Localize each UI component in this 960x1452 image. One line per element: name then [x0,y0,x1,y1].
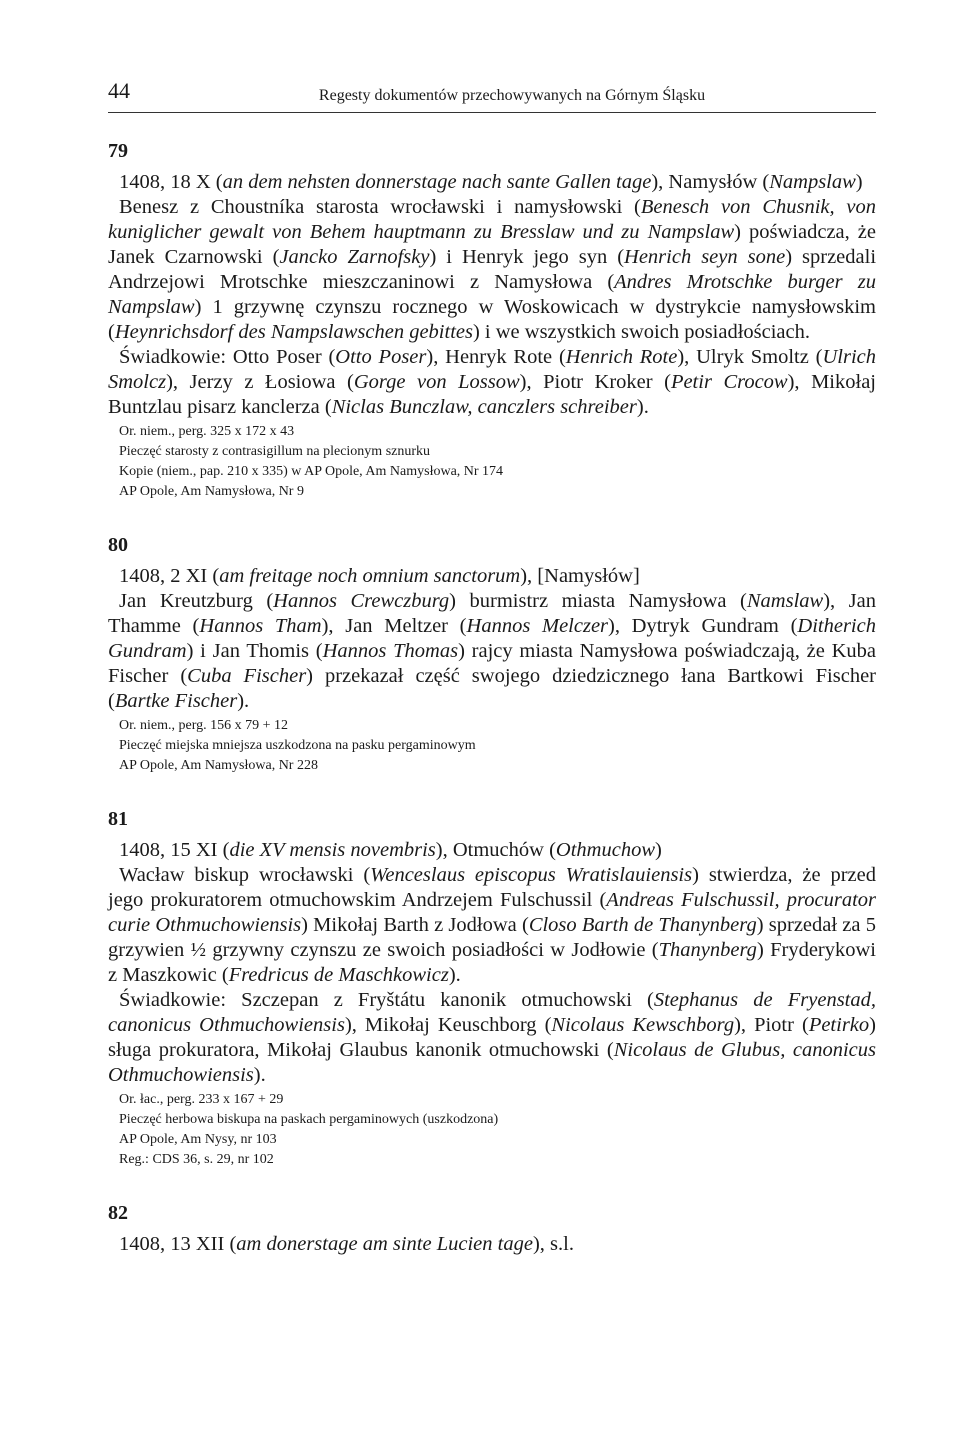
text-segment: ), Ulryk Smoltz ( [677,346,823,368]
text-segment: ) Mikołaj Barth z Jodłowa ( [301,914,529,936]
archival-note: AP Opole, Am Namysłowa, Nr 9 [119,484,304,499]
text-segment: 1408, 13 XII ( [119,1233,237,1255]
text-segment: ) przekazał część swojego dziedzicznego łana Bartkowi Fischer ( [108,665,876,712]
page-number: 44 [108,78,130,103]
text-segment: ). [237,690,250,712]
entry-paragraph [108,988,876,1088]
archival-note: Pieczęć starosty z contrasigillum na plecionym sznurku [119,444,431,459]
text-segment: ) sprzedali Andrzejowi Mrotschke mieszczaninowi z Namysłowa ( [108,246,877,293]
italic-text: am donerstage am sinte Lucien tage [236,1233,533,1255]
text-segment: Świadkowie: Szczepan z Fryštátu kanonik otmuchowski ( [119,989,654,1011]
archival-note: Pieczęć herbowa biskupa na paskach pergaminowych (uszkodzona) [119,1112,499,1127]
text-segment: ), Namysłów ( [651,171,770,193]
text-segment: ) i we wszystkich swoich posiadłościach. [472,321,811,343]
archival-note: Pieczęć miejska mniejsza uszkodzona na pasku pergaminowym [119,738,476,753]
text-segment: ), s.l. [532,1233,574,1255]
italic-text: Othmuchow [555,839,655,861]
text-segment: ). [636,396,649,418]
text-segment: ), Piotr Kroker ( [519,371,671,393]
italic-text: Wenceslaus episcopus Wratislauiensis [370,864,693,886]
entry-paragraph [108,195,876,345]
entry-paragraph [108,564,876,589]
text-segment: ), Otmuchów ( [435,839,556,861]
italic-text: Petir Crocow [670,371,788,393]
entry-paragraph [108,1232,876,1257]
document-body [108,138,876,1287]
italic-text: Henrich Rote [565,346,678,368]
italic-text: am freitage noch omnium sanctorum [219,565,521,587]
text-segment: Benesz z Choustníka starosta wrocławski i namysłowski ( [119,196,641,218]
italic-text: Hannos Tham [199,615,322,637]
entry-paragraph [108,838,876,863]
running-title: Regesty dokumentów przechowywanych na Górnym Śląsku [318,87,706,104]
text-segment: ) rajcy miasta Namysłowa poświadczają, że Kuba Fischer ( [108,640,876,687]
italic-text: Ditherich Gundram [108,615,876,662]
text-segment: Świadkowie: Otto Poser ( [119,346,336,368]
italic-text: Nicolaus de Glubus, canonicus Othmuchowiensis [108,1039,876,1086]
italic-text: Cuba Fischer [187,665,307,687]
italic-text: Closo Barth de Thanynberg [528,914,757,936]
text-segment: ) i Henryk jego syn ( [429,246,625,268]
entry-number: 79 [108,140,128,162]
italic-text: Nicolaus Kewschborg [551,1014,735,1036]
italic-text: Thanynberg [658,939,757,961]
text-segment: ), Dytryk Gundram ( [608,615,798,637]
text-segment: ), Mikołaj Keuschborg ( [344,1014,552,1036]
text-segment: ) [655,839,662,861]
entry-number: 82 [108,1202,128,1224]
page-header [108,78,876,113]
italic-text: Jancko Zarnofsky [279,246,430,268]
text-segment: ) i Jan Thomis ( [186,640,323,662]
archival-note: Or. niem., perg. 156 x 79 + 12 [119,718,289,733]
archival-note: Kopie (niem., pap. 210 x 335) w AP Opole, Am Namysłowa, Nr 174 [119,464,504,479]
text-segment: ) [855,171,863,193]
text-segment: ) poświadcza, że Janek Czarnowski ( [108,221,876,268]
italic-text: Niclas Bunczlaw, canczlers schreiber [331,396,637,418]
archival-note: AP Opole, Am Namysłowa, Nr 228 [119,758,318,773]
italic-text: Henrich seyn sone [624,246,786,268]
entry-number: 81 [108,808,128,830]
text-segment: Jan Kreutzburg ( [119,590,274,612]
text-segment: ), Jerzy z Łosiowa ( [166,371,354,393]
text-segment: 1408, 15 XI ( [119,839,230,861]
italic-text: Hannos Melczer [466,615,609,637]
italic-text: Namslaw [746,590,824,612]
entry-paragraph [108,170,876,195]
archival-notes [119,422,876,502]
text-segment: ). [253,1064,266,1086]
text-segment: ) sługa prokuratora, Mikołaj Glaubus kanonik otmuchowski ( [108,1014,876,1061]
italic-text: Hannos Crewczburg [273,590,450,612]
archival-notes [119,1090,876,1170]
entry-number: 80 [108,534,128,556]
text-segment: ) 1 grzywnę czynszu rocznego w Woskowicach w dystrykcie namysłowskim ( [108,296,876,343]
italic-text: Otto Poser [335,346,427,368]
italic-text: Andreas Fulschussil, procurator curie Othmuchowiensis [108,889,876,936]
italic-text: Benesch von Chusnik, von kuniglicher gewalt von Behem hauptmann zu Bresslaw und zu Nampslaw [108,196,876,243]
text-segment: ), Jan Thamme ( [108,590,876,637]
text-segment: ) stwierdza, że przed jego prokuratorem otmuchowskim Andrzejem Fulschussil ( [108,864,876,911]
regest-entry [108,138,876,502]
text-segment: ), [Namysłów] [520,565,640,587]
text-segment: 1408, 18 X ( [119,171,223,193]
text-segment: ), Mikołaj Buntzlau pisarz kanclerza ( [108,371,876,418]
entry-paragraph [108,589,876,714]
italic-text: Nampslaw [769,171,856,193]
italic-text: Fredricus de Maschkowicz [228,964,449,986]
italic-text: Hannos Thomas [322,640,459,662]
italic-text: an dem nehsten donnerstage nach sante Gallen tage [222,171,652,193]
italic-text: Andres Mrotschke burger zu Nampslaw [108,271,876,318]
italic-text: Ulrich Smolcz [108,346,877,393]
entry-paragraph [108,863,876,988]
italic-text: Heynrichsdorf des Nampslawschen gebittes [114,321,473,343]
italic-text: Gorge von Lossow [353,371,520,393]
regest-entry [108,532,876,776]
archival-note: Or. niem., perg. 325 x 172 x 43 [119,424,295,439]
text-segment: ), Jan Meltzer ( [321,615,467,637]
regest-entry [108,806,876,1170]
archival-note: Or. łac., perg. 233 x 167 + 29 [119,1092,284,1107]
text-segment: ) sprzedał za 5 grzywien ½ grzywny czynszu ze swoich posiadłości w Jodłowie ( [108,914,876,961]
text-segment: ), Henryk Rote ( [426,346,566,368]
text-segment: ) burmistrz miasta Namysłowa ( [449,590,747,612]
text-segment: ), Piotr ( [734,1014,809,1036]
text-segment: 1408, 2 XI ( [119,565,220,587]
italic-text: Bartke Fischer [114,690,238,712]
archival-note: AP Opole, Am Nysy, nr 103 [119,1132,277,1147]
regest-entry [108,1200,876,1257]
text-segment: ) Fryderykowi z Maszkowic ( [108,939,877,986]
italic-text: Petirko [808,1014,870,1036]
text-segment: ). [448,964,461,986]
archival-notes [119,716,876,776]
text-segment: Wacław biskup wrocławski ( [119,864,371,886]
entry-paragraph [108,345,876,420]
italic-text: die XV mensis novembris [229,839,436,861]
archival-note: Reg.: CDS 36, s. 29, nr 102 [119,1152,274,1167]
italic-text: Stephanus de Fryenstad, canonicus Othmuchowiensis [108,989,876,1036]
